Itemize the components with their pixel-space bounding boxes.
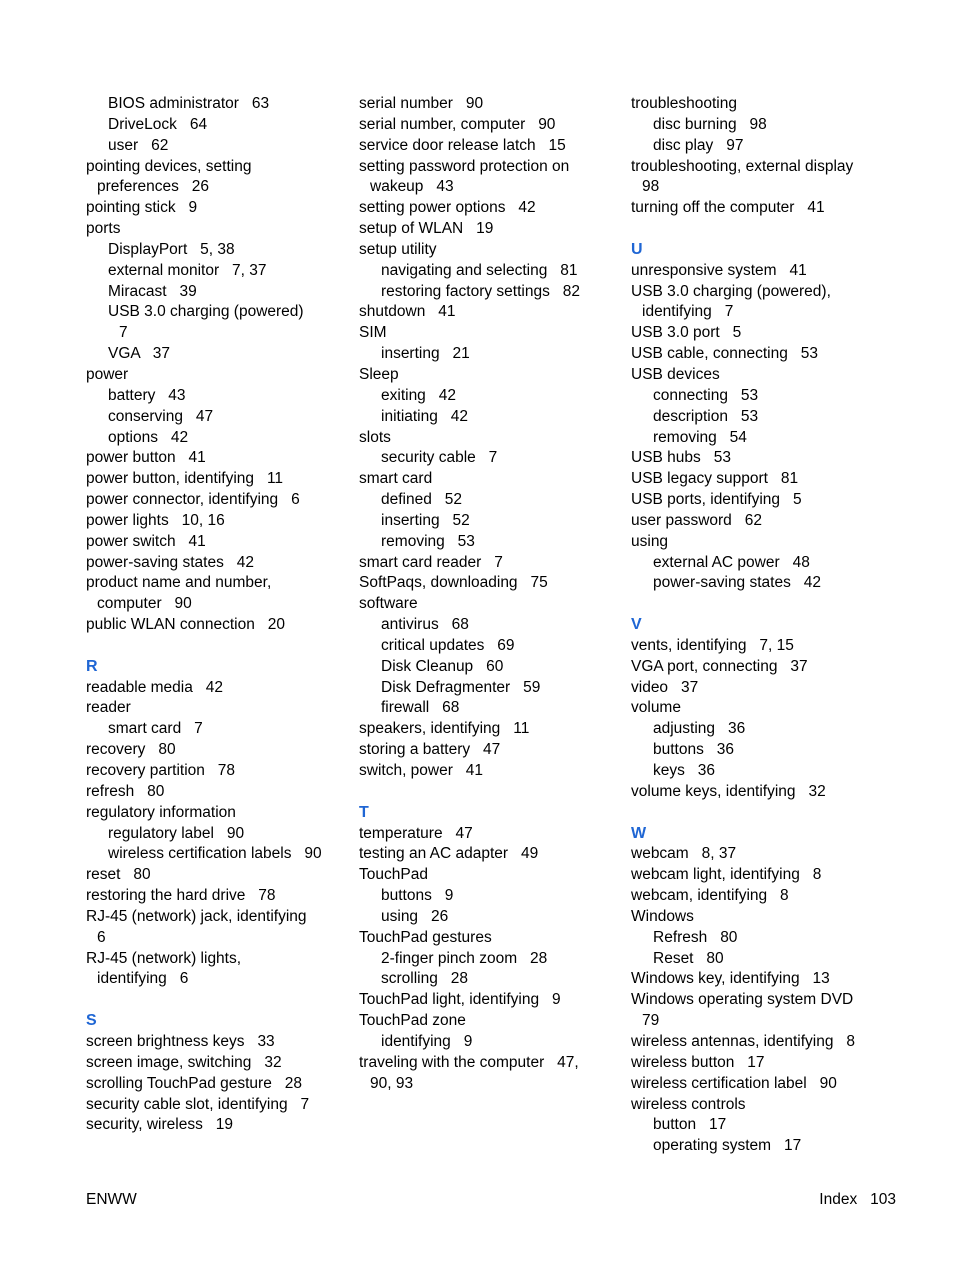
- index-entry-continuation: 6: [97, 928, 106, 946]
- index-entry: pointing devices, setting: [86, 157, 252, 175]
- index-entry: refresh 80: [86, 782, 165, 800]
- index-entry: smart card reader 7: [359, 553, 503, 571]
- section-spacer: [631, 803, 893, 824]
- index-entry: volume: [631, 699, 681, 717]
- index-entry-continuation: 79: [642, 1012, 660, 1030]
- index-entry: regulatory information: [86, 803, 236, 821]
- index-letter-heading: V: [631, 616, 642, 634]
- index-subentry: inserting 21: [381, 345, 470, 363]
- index-subentry: disc burning 98: [653, 115, 767, 133]
- index-entry: TouchPad zone: [359, 1012, 466, 1030]
- index-subentry: identifying 9: [381, 1032, 473, 1050]
- index-entry: RJ-45 (network) lights,: [86, 949, 242, 967]
- index-entry-continuation: preferences 26: [97, 178, 210, 196]
- index-letter-heading: S: [86, 1012, 97, 1030]
- footer-page-number: Index 103: [819, 1191, 896, 1208]
- index-entry: power lights 10, 16: [86, 511, 225, 529]
- index-entry: troubleshooting, external display: [631, 157, 854, 175]
- index-subentry: description 53: [653, 407, 759, 425]
- index-subentry: exiting 42: [381, 386, 456, 404]
- index-subentry: buttons 9: [381, 887, 454, 905]
- index-entry: speakers, identifying 11: [359, 720, 530, 738]
- index-entry: USB ports, identifying 5: [631, 491, 802, 509]
- index-entry: service door release latch 15: [359, 136, 566, 154]
- index-entry: public WLAN connection 20: [86, 616, 286, 634]
- index-entry: recovery 80: [86, 741, 176, 759]
- index-entry: scrolling TouchPad gesture 28: [86, 1074, 302, 1092]
- index-subentry: adjusting 36: [653, 720, 746, 738]
- index-entry: webcam, identifying 8: [631, 887, 789, 905]
- index-entry: RJ-45 (network) jack, identifying: [86, 907, 307, 925]
- index-entry: power button, identifying 11: [86, 470, 284, 488]
- index-subentry: antivirus 68: [381, 616, 469, 634]
- index-subentry: Disk Cleanup 60: [381, 657, 504, 675]
- index-entry: webcam light, identifying 8: [631, 866, 822, 884]
- index-entry: USB devices: [631, 365, 720, 383]
- index-letter-heading: R: [86, 657, 98, 675]
- index-entry: product name and number,: [86, 574, 272, 592]
- index-entry: wireless certification label 90: [631, 1074, 837, 1092]
- index-entry: Windows: [631, 907, 694, 925]
- index-subentry: using 26: [381, 907, 449, 925]
- index-entry: reader: [86, 699, 131, 717]
- index-subentry: Disk Defragmenter 59: [381, 678, 541, 696]
- index-entry: security, wireless 19: [86, 1116, 234, 1134]
- index-subentry: conserving 47: [108, 407, 214, 425]
- index-subentry: inserting 52: [381, 511, 470, 529]
- index-entry: traveling with the computer 47,: [359, 1053, 579, 1071]
- index-subentry: defined 52: [381, 491, 463, 509]
- index-entry: VGA port, connecting 37: [631, 657, 808, 675]
- index-entry-continuation: 90, 93: [370, 1074, 414, 1092]
- index-entry: wireless antennas, identifying 8: [631, 1032, 856, 1050]
- index-letter-heading: W: [631, 824, 647, 842]
- section-spacer: [86, 990, 348, 1011]
- index-entry: user password 62: [631, 511, 762, 529]
- index-subentry: navigating and selecting 81: [381, 261, 578, 279]
- index-entry: turning off the computer 41: [631, 199, 825, 217]
- index-entry: switch, power 41: [359, 762, 484, 779]
- index-letter-heading: T: [359, 803, 369, 821]
- index-subentry: Miracast 39: [108, 282, 197, 300]
- index-column-2: [359, 94, 621, 1095]
- index-entry: power button 41: [86, 449, 206, 467]
- index-subentry: restoring factory settings 82: [381, 282, 581, 300]
- footer-left-label: ENWW: [86, 1191, 137, 1208]
- index-subentry: external AC power 48: [653, 553, 810, 571]
- index-entry: TouchPad gestures: [359, 928, 492, 946]
- index-subentry: USB 3.0 charging (powered): [108, 303, 304, 321]
- index-column-3: [631, 94, 893, 1157]
- index-subentry: critical updates 69: [381, 636, 515, 654]
- index-subentry: battery 43: [108, 386, 186, 404]
- index-subentry: operating system 17: [653, 1137, 802, 1155]
- index-entry: slots: [359, 428, 391, 446]
- index-subentry: smart card 7: [108, 720, 203, 738]
- index-entry: USB hubs 53: [631, 449, 731, 467]
- index-entry: setup of WLAN 19: [359, 220, 494, 238]
- index-entry: Windows operating system DVD: [631, 991, 854, 1009]
- index-subentry: power-saving states 42: [653, 574, 822, 592]
- index-entry: wireless button 17: [631, 1053, 765, 1071]
- index-entry: reset 80: [86, 866, 151, 884]
- index-subentry: 7: [119, 324, 128, 342]
- index-subentry: firewall 68: [381, 699, 460, 717]
- index-subentry: VGA 37: [108, 345, 171, 363]
- index-entry: smart card: [359, 470, 433, 488]
- index-subentry: buttons 36: [653, 741, 735, 759]
- index-entry: serial number 90: [359, 95, 484, 112]
- index-entry-continuation: identifying 7: [642, 303, 734, 321]
- index-entry: Windows key, identifying 13: [631, 970, 830, 988]
- index-entry: ports: [86, 220, 121, 238]
- index-entry: security cable slot, identifying 7: [86, 1095, 310, 1113]
- index-entry: power: [86, 365, 129, 383]
- index-subentry: keys 36: [653, 762, 716, 779]
- section-spacer: [359, 782, 621, 803]
- index-subentry: disc play 97: [653, 136, 744, 154]
- index-entry: readable media 42: [86, 678, 224, 696]
- index-subentry: removing 54: [653, 428, 747, 446]
- index-entry: power-saving states 42: [86, 553, 255, 571]
- section-spacer: [631, 219, 893, 240]
- index-entry: TouchPad: [359, 866, 428, 884]
- index-entry: USB legacy support 81: [631, 470, 799, 488]
- index-entry: unresponsive system 41: [631, 261, 807, 279]
- index-entry: recovery partition 78: [86, 762, 236, 779]
- index-entry: temperature 47: [359, 824, 473, 842]
- index-subentry: DriveLock 64: [108, 115, 208, 133]
- index-entry: setup utility: [359, 240, 437, 258]
- index-entry: troubleshooting: [631, 95, 737, 112]
- index-entry: testing an AC adapter 49: [359, 845, 539, 863]
- index-entry: setting power options 42: [359, 199, 536, 217]
- index-subentry: connecting 53: [653, 386, 759, 404]
- index-entry: pointing stick 9: [86, 199, 198, 217]
- index-entry: volume keys, identifying 32: [631, 782, 826, 800]
- index-entry-continuation: computer 90: [97, 595, 192, 613]
- index-entry: power connector, identifying 6: [86, 491, 300, 509]
- section-spacer: [631, 594, 893, 615]
- index-entry: software: [359, 595, 418, 613]
- index-entry: SoftPaqs, downloading 75: [359, 574, 548, 592]
- index-subentry: regulatory label 90: [108, 824, 245, 842]
- section-spacer: [86, 636, 348, 657]
- index-entry: vents, identifying 7, 15: [631, 636, 794, 654]
- index-entry: shutdown 41: [359, 303, 456, 321]
- index-subentry: security cable 7: [381, 449, 498, 467]
- index-entry: USB cable, connecting 53: [631, 345, 818, 363]
- index-subentry: BIOS administrator 63: [108, 95, 270, 112]
- index-entry: TouchPad light, identifying 9: [359, 991, 561, 1009]
- index-subentry: button 17: [653, 1116, 727, 1134]
- index-subentry: 2-finger pinch zoom 28: [381, 949, 548, 967]
- index-entry: webcam 8, 37: [631, 845, 737, 863]
- index-entry: Sleep: [359, 365, 399, 383]
- index-entry-continuation: 98: [642, 178, 660, 196]
- index-subentry: removing 53: [381, 532, 475, 550]
- index-subentry: options 42: [108, 428, 189, 446]
- index-entry-continuation: wakeup 43: [370, 178, 454, 196]
- index-subentry: DisplayPort 5, 38: [108, 240, 235, 258]
- index-entry: restoring the hard drive 78: [86, 887, 276, 905]
- index-entry: USB 3.0 charging (powered),: [631, 282, 831, 300]
- index-column-1: [86, 94, 348, 1136]
- index-entry: using: [631, 532, 669, 550]
- index-entry: wireless controls: [631, 1095, 746, 1113]
- index-entry: USB 3.0 port 5: [631, 324, 742, 342]
- index-entry: video 37: [631, 678, 699, 696]
- index-entry-continuation: identifying 6: [97, 970, 189, 988]
- index-subentry: wireless certification labels 90: [108, 845, 322, 863]
- index-subentry: initiating 42: [381, 407, 469, 425]
- index-entry: setting password protection on: [359, 157, 570, 175]
- index-subentry: Reset 80: [653, 949, 724, 967]
- index-entry: SIM: [359, 324, 387, 342]
- index-entry: screen brightness keys 33: [86, 1032, 275, 1050]
- index-entry: serial number, computer 90: [359, 115, 556, 133]
- index-entry: screen image, switching 32: [86, 1053, 282, 1071]
- index-subentry: user 62: [108, 136, 169, 154]
- index-subentry: Refresh 80: [653, 928, 738, 946]
- index-subentry: external monitor 7, 37: [108, 261, 267, 279]
- index-entry: power switch 41: [86, 532, 206, 550]
- index-entry: storing a battery 47: [359, 741, 501, 759]
- index-subentry: scrolling 28: [381, 970, 469, 988]
- index-letter-heading: U: [631, 240, 643, 258]
